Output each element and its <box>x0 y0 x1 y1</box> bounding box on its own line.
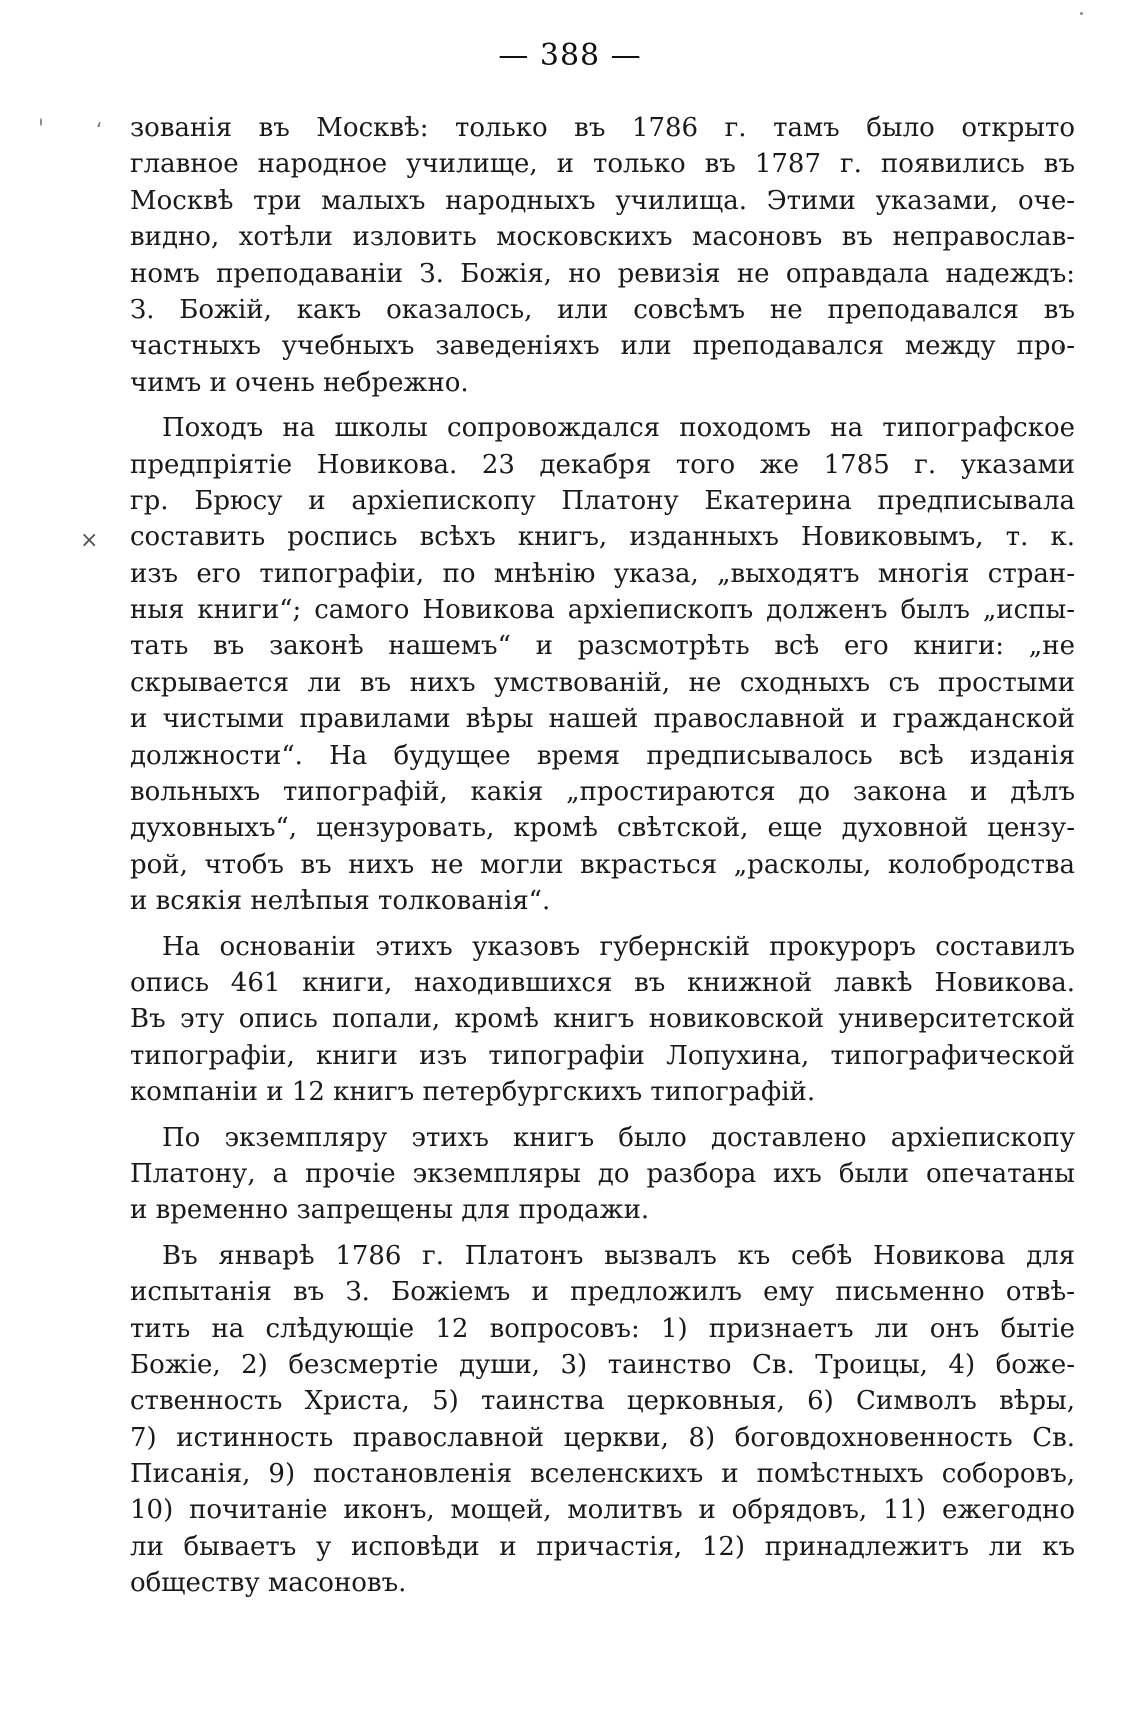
scan-speck <box>1080 12 1083 15</box>
text-line: обществу масоновъ. <box>130 1568 407 1599</box>
text-line: опись 461 книги, находившихся въ книжной лавкѣ Новикова. <box>130 967 1075 998</box>
paragraph <box>130 410 1075 919</box>
margin-x-mark: × <box>80 528 99 553</box>
text-line: Писанія, 9) постановленія вселенскихъ и помѣстныхъ соборовъ, <box>130 1459 1075 1490</box>
text-line: предпріятіе Новикова. 23 декабря того же 1785 г. указами <box>130 449 1075 480</box>
text-line: 7) истинность православной церкви, 8) боговдохновенность Св. <box>130 1422 1075 1453</box>
text-line: должности“. На будущее время предписывалось всѣ изданія <box>130 740 1075 771</box>
text-line: На основаніи этихъ указовъ губернскій прокуроръ составилъ <box>162 931 1075 962</box>
text-line: видно, хотѣли изловить московскихъ масоновъ въ неправослав- <box>130 222 1075 253</box>
text-line: испытанія въ З. Божіемъ и предложилъ ему письменно отвѣ- <box>130 1277 1075 1308</box>
text-line: типографіи, книги изъ типографіи Лопухина, типографической <box>130 1040 1075 1071</box>
text-line: компаніи и 12 книгъ петербургскихъ типографій. <box>130 1077 816 1108</box>
text-line: Москвѣ три малыхъ народныхъ училища. Этими указами, оче- <box>130 185 1075 216</box>
text-line: Въ январѣ 1786 г. Платонъ вызвалъ къ себѣ Новикова для <box>162 1240 1075 1271</box>
text-line: Платону, а прочіе экземпляры до разбора ихъ были опечатаны <box>130 1158 1075 1189</box>
text-line: номъ преподаваніи З. Божія, но ревизія не оправдала надеждъ: <box>130 258 1075 289</box>
text-line: Божіе, 2) безсмертіе души, 3) таинство Св. Троицы, 4) боже- <box>130 1349 1075 1380</box>
body-text <box>130 110 1075 1602</box>
text-line: и временно запрещены для продажи. <box>130 1195 650 1226</box>
text-line: Въ эту опись попали, кромѣ книгъ новиковской университетской <box>130 1004 1075 1035</box>
paragraph <box>130 929 1075 1111</box>
text-line: зованія въ Москвѣ: только въ 1786 г. тамъ было открыто <box>130 113 1075 143</box>
paragraph-gap <box>130 920 1075 929</box>
text-line: ственность Христа, 5) таинства церковныя, 6) Символъ вѣры, <box>130 1386 1075 1417</box>
text-line: главное народное училище, и только въ 1787 г. появились въ <box>130 149 1075 180</box>
page-number: — 388 — <box>498 38 642 73</box>
text-line: Походъ на школы сопровождался походомъ на типографское <box>162 413 1075 444</box>
text-line: ныя книги“; самого Новикова архіепископъ долженъ былъ „испы- <box>130 595 1075 626</box>
text-line: ли бываетъ у исповѣди и причастія, 12) принадлежитъ ли къ <box>130 1531 1075 1562</box>
text-line: По экземпляру этихъ книгъ было доставлено архіепископу <box>162 1122 1075 1153</box>
paragraph-gap <box>130 401 1075 410</box>
text-line: и чистыми правилами вѣры нашей православной и гражданской <box>130 704 1075 735</box>
text-line: тать въ законѣ нашемъ“ и разсмотрѣть всѣ его книги: „не <box>130 631 1075 662</box>
paragraph <box>130 110 1075 401</box>
text-line: тить на слѣдующіе 12 вопросовъ: 1) признаетъ ли онъ бытіе <box>130 1313 1075 1344</box>
text-line: и всякія нелѣпыя толкованія“. <box>130 886 551 917</box>
text-line: 10) почитаніе иконъ, мощей, молитвъ и обрядовъ, 11) ежегодно <box>130 1495 1075 1526</box>
text-line: гр. Брюсу и архіепископу Платону Екатерина предписывала <box>130 485 1075 516</box>
paragraph <box>130 1238 1075 1602</box>
text-line: частныхъ учебныхъ заведеніяхъ или преподавался между про- <box>130 331 1075 362</box>
scan-speck <box>40 118 42 126</box>
margin-tick-mark: ʻ <box>96 118 103 142</box>
paragraph <box>130 1120 1075 1229</box>
text-line: составить роспись всѣхъ книгъ, изданныхъ Новиковымъ, т. к. <box>130 522 1075 553</box>
text-line: скрывается ли въ нихъ умствованій, не сходныхъ съ простыми <box>130 667 1075 698</box>
text-line: З. Божій, какъ оказалось, или совсѣмъ не преподавался въ <box>130 294 1075 325</box>
text-line: вольныхъ типографій, какія „простираются до закона и дѣлъ <box>130 777 1075 808</box>
text-line: чимъ и очень небрежно. <box>130 367 469 398</box>
paragraph-gap <box>130 1111 1075 1120</box>
paragraph-gap <box>130 1229 1075 1238</box>
text-line: духовныхъ“, цензуровать, кромѣ свѣтской, еще духовной цензу- <box>130 813 1075 844</box>
text-line: изъ его типографіи, по мнѣнію указа, „выходятъ многія стран- <box>130 558 1075 589</box>
text-line: рой, чтобъ въ нихъ не могли вкрасться „расколы, колобродства <box>130 849 1075 880</box>
